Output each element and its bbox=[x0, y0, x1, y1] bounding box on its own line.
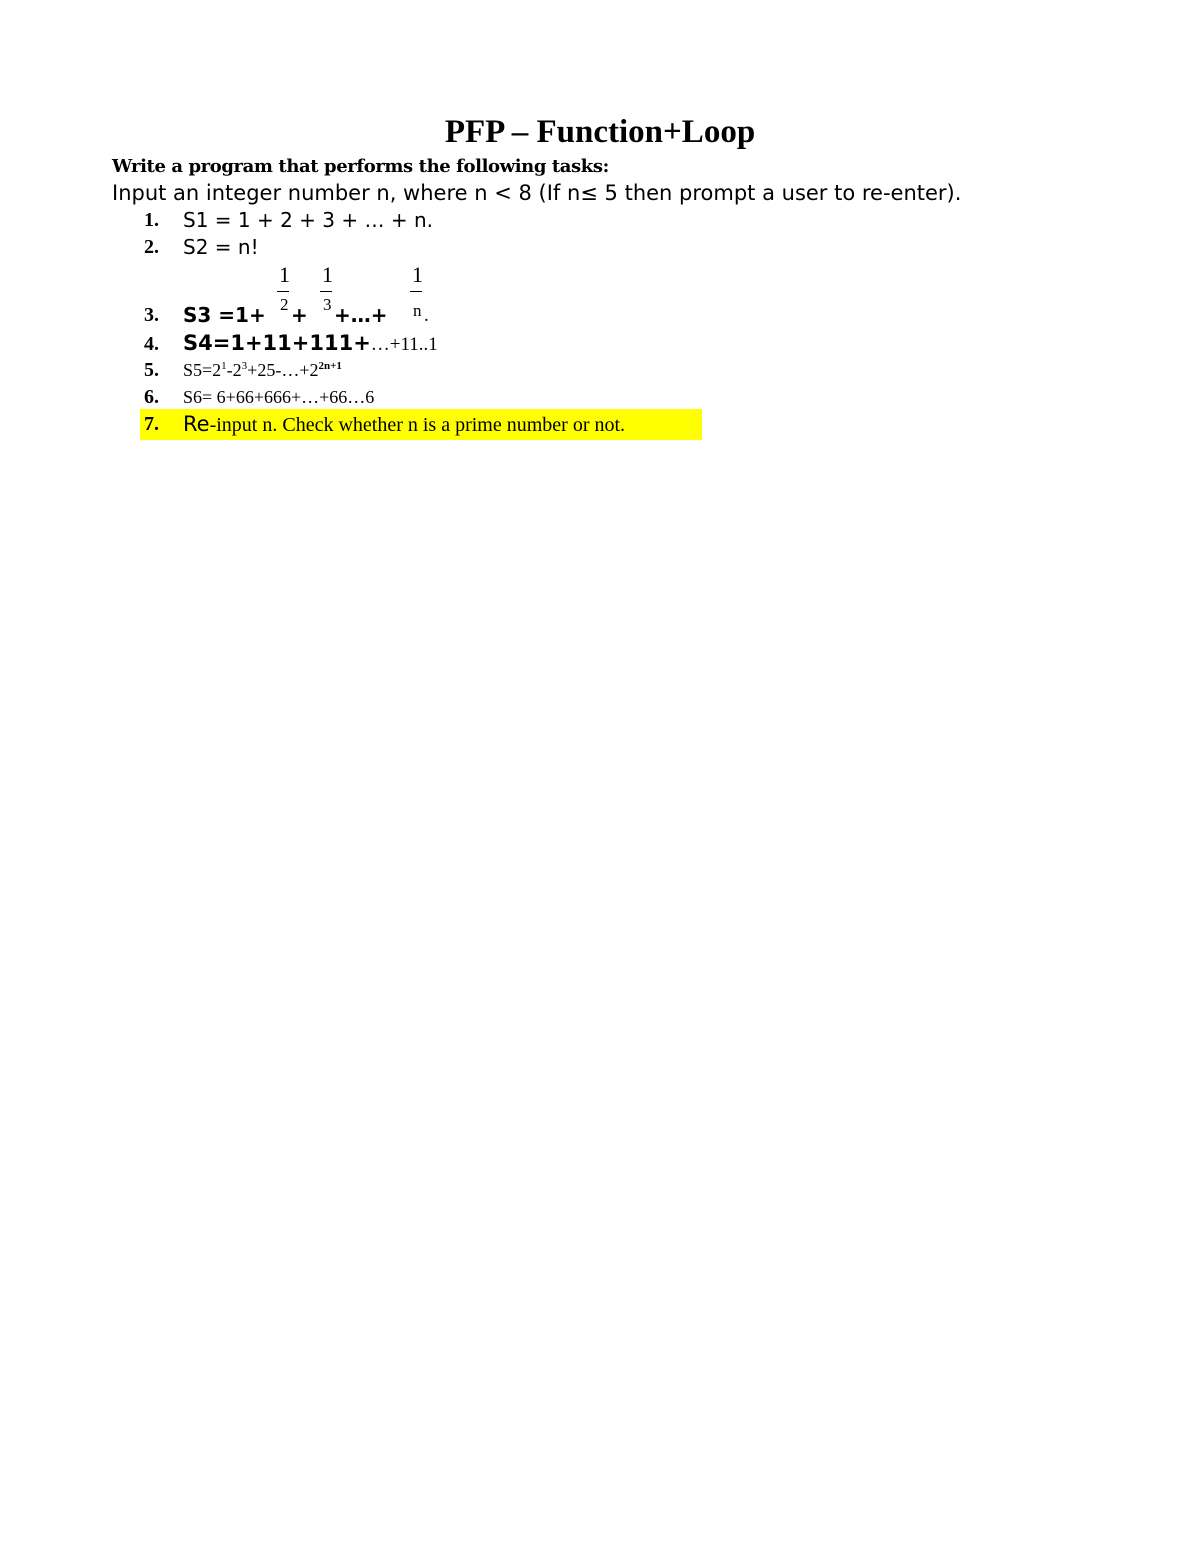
item-number: 3. bbox=[144, 304, 159, 326]
item-number: 1. bbox=[144, 209, 159, 231]
item-s2: S2 = n! bbox=[183, 235, 259, 259]
item-s1: S1 = 1 + 2 + 3 + … + n. bbox=[183, 208, 433, 232]
exponent: 1 bbox=[221, 360, 227, 372]
item-s3-prefix: S3 =1+ bbox=[183, 303, 266, 327]
fraction-bar bbox=[320, 291, 332, 292]
item-s6: S6= 6+66+666+…+66…6 bbox=[183, 387, 375, 407]
fraction-numerator: 1 bbox=[412, 262, 423, 287]
intro-text: Write a program that performs the following tasks: bbox=[112, 156, 609, 177]
item-s3-end: . bbox=[424, 305, 429, 326]
fraction-denominator: n bbox=[413, 301, 422, 320]
fraction-bar bbox=[277, 291, 289, 292]
item-s5 bbox=[183, 360, 342, 381]
page-title: PFP – Function+Loop bbox=[444, 114, 756, 150]
item-prime-check bbox=[183, 412, 625, 437]
exponent: 3 bbox=[241, 360, 248, 372]
item-s4-rest: …+11..1 bbox=[370, 334, 438, 355]
item-s5-base: S5=2 bbox=[183, 360, 222, 380]
item-s4 bbox=[183, 331, 438, 356]
exponent: 2n+1 bbox=[318, 360, 342, 372]
fraction-denominator: 3 bbox=[323, 295, 332, 314]
item-s4-bold: S4=1+11+111+ bbox=[183, 331, 371, 355]
fraction-numerator: 1 bbox=[322, 262, 333, 287]
item-number: 6. bbox=[144, 386, 159, 408]
item-7-lead: Re bbox=[183, 412, 210, 436]
item-number: 2. bbox=[144, 236, 159, 258]
fraction-numerator: 1 bbox=[279, 262, 290, 287]
item-number: 4. bbox=[144, 333, 159, 355]
item-s3-plus-ellipsis: +…+ bbox=[334, 303, 388, 327]
item-s3-plus: + bbox=[291, 303, 308, 327]
fraction-denominator: 2 bbox=[280, 295, 289, 314]
input-instruction: Input an integer number n, where n < 8 (If n≤ 5 then prompt a user to re-enter). bbox=[112, 181, 962, 205]
item-s5-mid: -2 bbox=[226, 360, 242, 380]
item-7-rest: -input n. Check whether n is a prime number or not. bbox=[209, 414, 626, 436]
fraction-bar bbox=[410, 291, 422, 292]
item-number: 7. bbox=[144, 413, 159, 435]
item-s5-mid: +25-…+2 bbox=[247, 360, 319, 380]
item-number: 5. bbox=[144, 359, 159, 381]
